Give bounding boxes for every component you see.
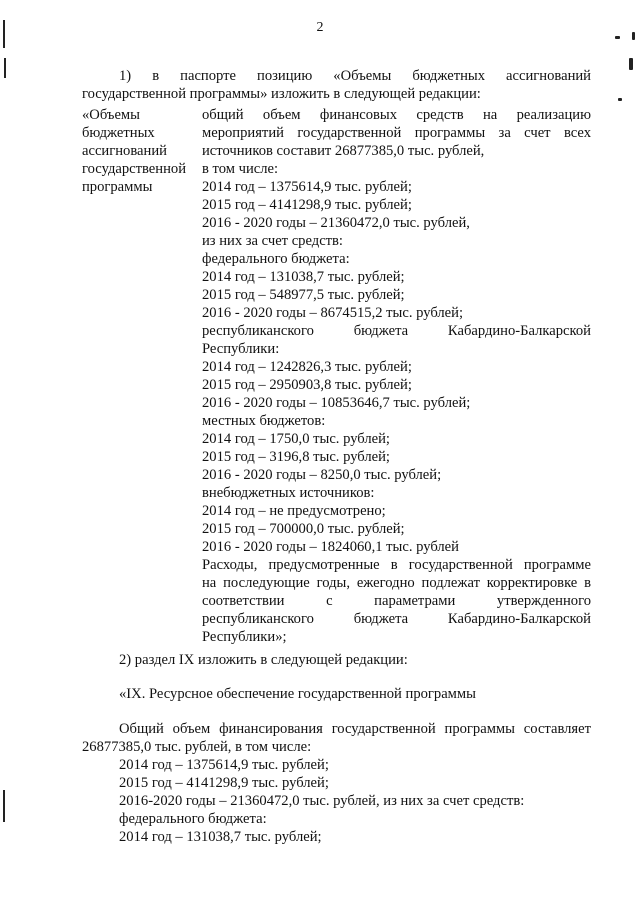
passport-text-line: республиканского бюджета Кабардино-Балкарской <box>202 323 591 339</box>
passport-text-line: Республики: <box>202 341 280 357</box>
section-body-line: федерального бюджета: <box>119 811 267 827</box>
passport-text-line: общий объем финансовых средств на реализацию <box>202 107 591 123</box>
section-body-line: 2014 год – 1375614,9 тыс. рублей; <box>119 757 329 773</box>
passport-text-line: федерального бюджета: <box>202 251 350 267</box>
section-body-line: 2015 год – 4141298,9 тыс. рублей; <box>119 775 329 791</box>
section-body-line: 26877385,0 тыс. рублей, в том числе: <box>82 739 312 755</box>
passport-text-line: источников составит 26877385,0 тыс. рублей, <box>202 143 485 159</box>
passport-text-line: 2016 - 2020 годы – 1824060,1 тыс. рублей <box>202 539 459 555</box>
passport-text-line: Республики»; <box>202 629 287 645</box>
item1-line1: 1) в паспорте позицию «Объемы бюджетных ассигнований <box>119 68 591 84</box>
passport-text-line: в том числе: <box>202 161 279 177</box>
passport-label: государственной <box>82 161 187 177</box>
item2-line: 2) раздел IX изложить в следующей редакции: <box>119 652 408 668</box>
scan-speck <box>615 36 620 39</box>
passport-text-line: 2016 - 2020 годы – 10853646,7 тыс. рублей; <box>202 395 471 411</box>
section-body-line: 2016-2020 годы – 21360472,0 тыс. рублей, из них за счет средств: <box>119 793 525 809</box>
passport-text-line: мероприятий государственной программы за счет всех <box>202 125 591 141</box>
passport-text-line: 2015 год – 2950903,8 тыс. рублей; <box>202 377 412 393</box>
passport-text-line: 2015 год – 4141298,9 тыс. рублей; <box>202 197 412 213</box>
scan-speck <box>629 58 633 70</box>
scan-speck <box>618 98 622 101</box>
passport-label: бюджетных <box>82 125 155 141</box>
passport-text-line: Расходы, предусмотренные в государственной программе <box>202 557 591 573</box>
passport-text-line: 2016 - 2020 годы – 8674515,2 тыс. рублей; <box>202 305 464 321</box>
passport-label: «Объемы <box>82 107 140 123</box>
passport-text-line: 2015 год – 700000,0 тыс. рублей; <box>202 521 405 537</box>
passport-text-line: из них за счет средств: <box>202 233 343 249</box>
passport-label: программы <box>82 179 153 195</box>
scan-edge-mark <box>3 20 5 48</box>
passport-text-line: 2014 год – 1750,0 тыс. рублей; <box>202 431 390 447</box>
passport-text-line: 2014 год – 131038,7 тыс. рублей; <box>202 269 405 285</box>
scan-edge-mark <box>3 790 5 822</box>
item1-line2: государственной программы» изложить в следующей редакции: <box>82 86 481 102</box>
passport-text-line: 2014 год – не предусмотрено; <box>202 503 386 519</box>
page-number: 2 <box>316 20 324 35</box>
passport-text-line: 2015 год – 548977,5 тыс. рублей; <box>202 287 405 303</box>
section-body-line: 2014 год – 131038,7 тыс. рублей; <box>119 829 322 845</box>
passport-text-line: 2016 - 2020 годы – 21360472,0 тыс. рублей, <box>202 215 470 231</box>
section-body-line: Общий объем финансирования государственной программы составляет <box>119 721 591 737</box>
passport-label: ассигнований <box>82 143 167 159</box>
passport-text-line: 2015 год – 3196,8 тыс. рублей; <box>202 449 390 465</box>
passport-text-line: местных бюджетов: <box>202 413 326 429</box>
section-title: «IX. Ресурсное обеспечение государственной программы <box>119 686 476 702</box>
scan-edge-mark <box>4 58 6 78</box>
passport-text-line: 2014 год – 1375614,9 тыс. рублей; <box>202 179 412 195</box>
scan-speck <box>632 32 635 40</box>
passport-text-line: 2016 - 2020 годы – 8250,0 тыс. рублей; <box>202 467 442 483</box>
passport-text-line: республиканского бюджета Кабардино-Балкарской <box>202 611 591 627</box>
passport-text-line: соответствии с параметрами утвержденного <box>202 593 591 609</box>
passport-text-line: внебюджетных источников: <box>202 485 375 501</box>
passport-text-line: на последующие годы, ежегодно подлежат корректировке в <box>202 575 591 591</box>
passport-text-line: 2014 год – 1242826,3 тыс. рублей; <box>202 359 412 375</box>
